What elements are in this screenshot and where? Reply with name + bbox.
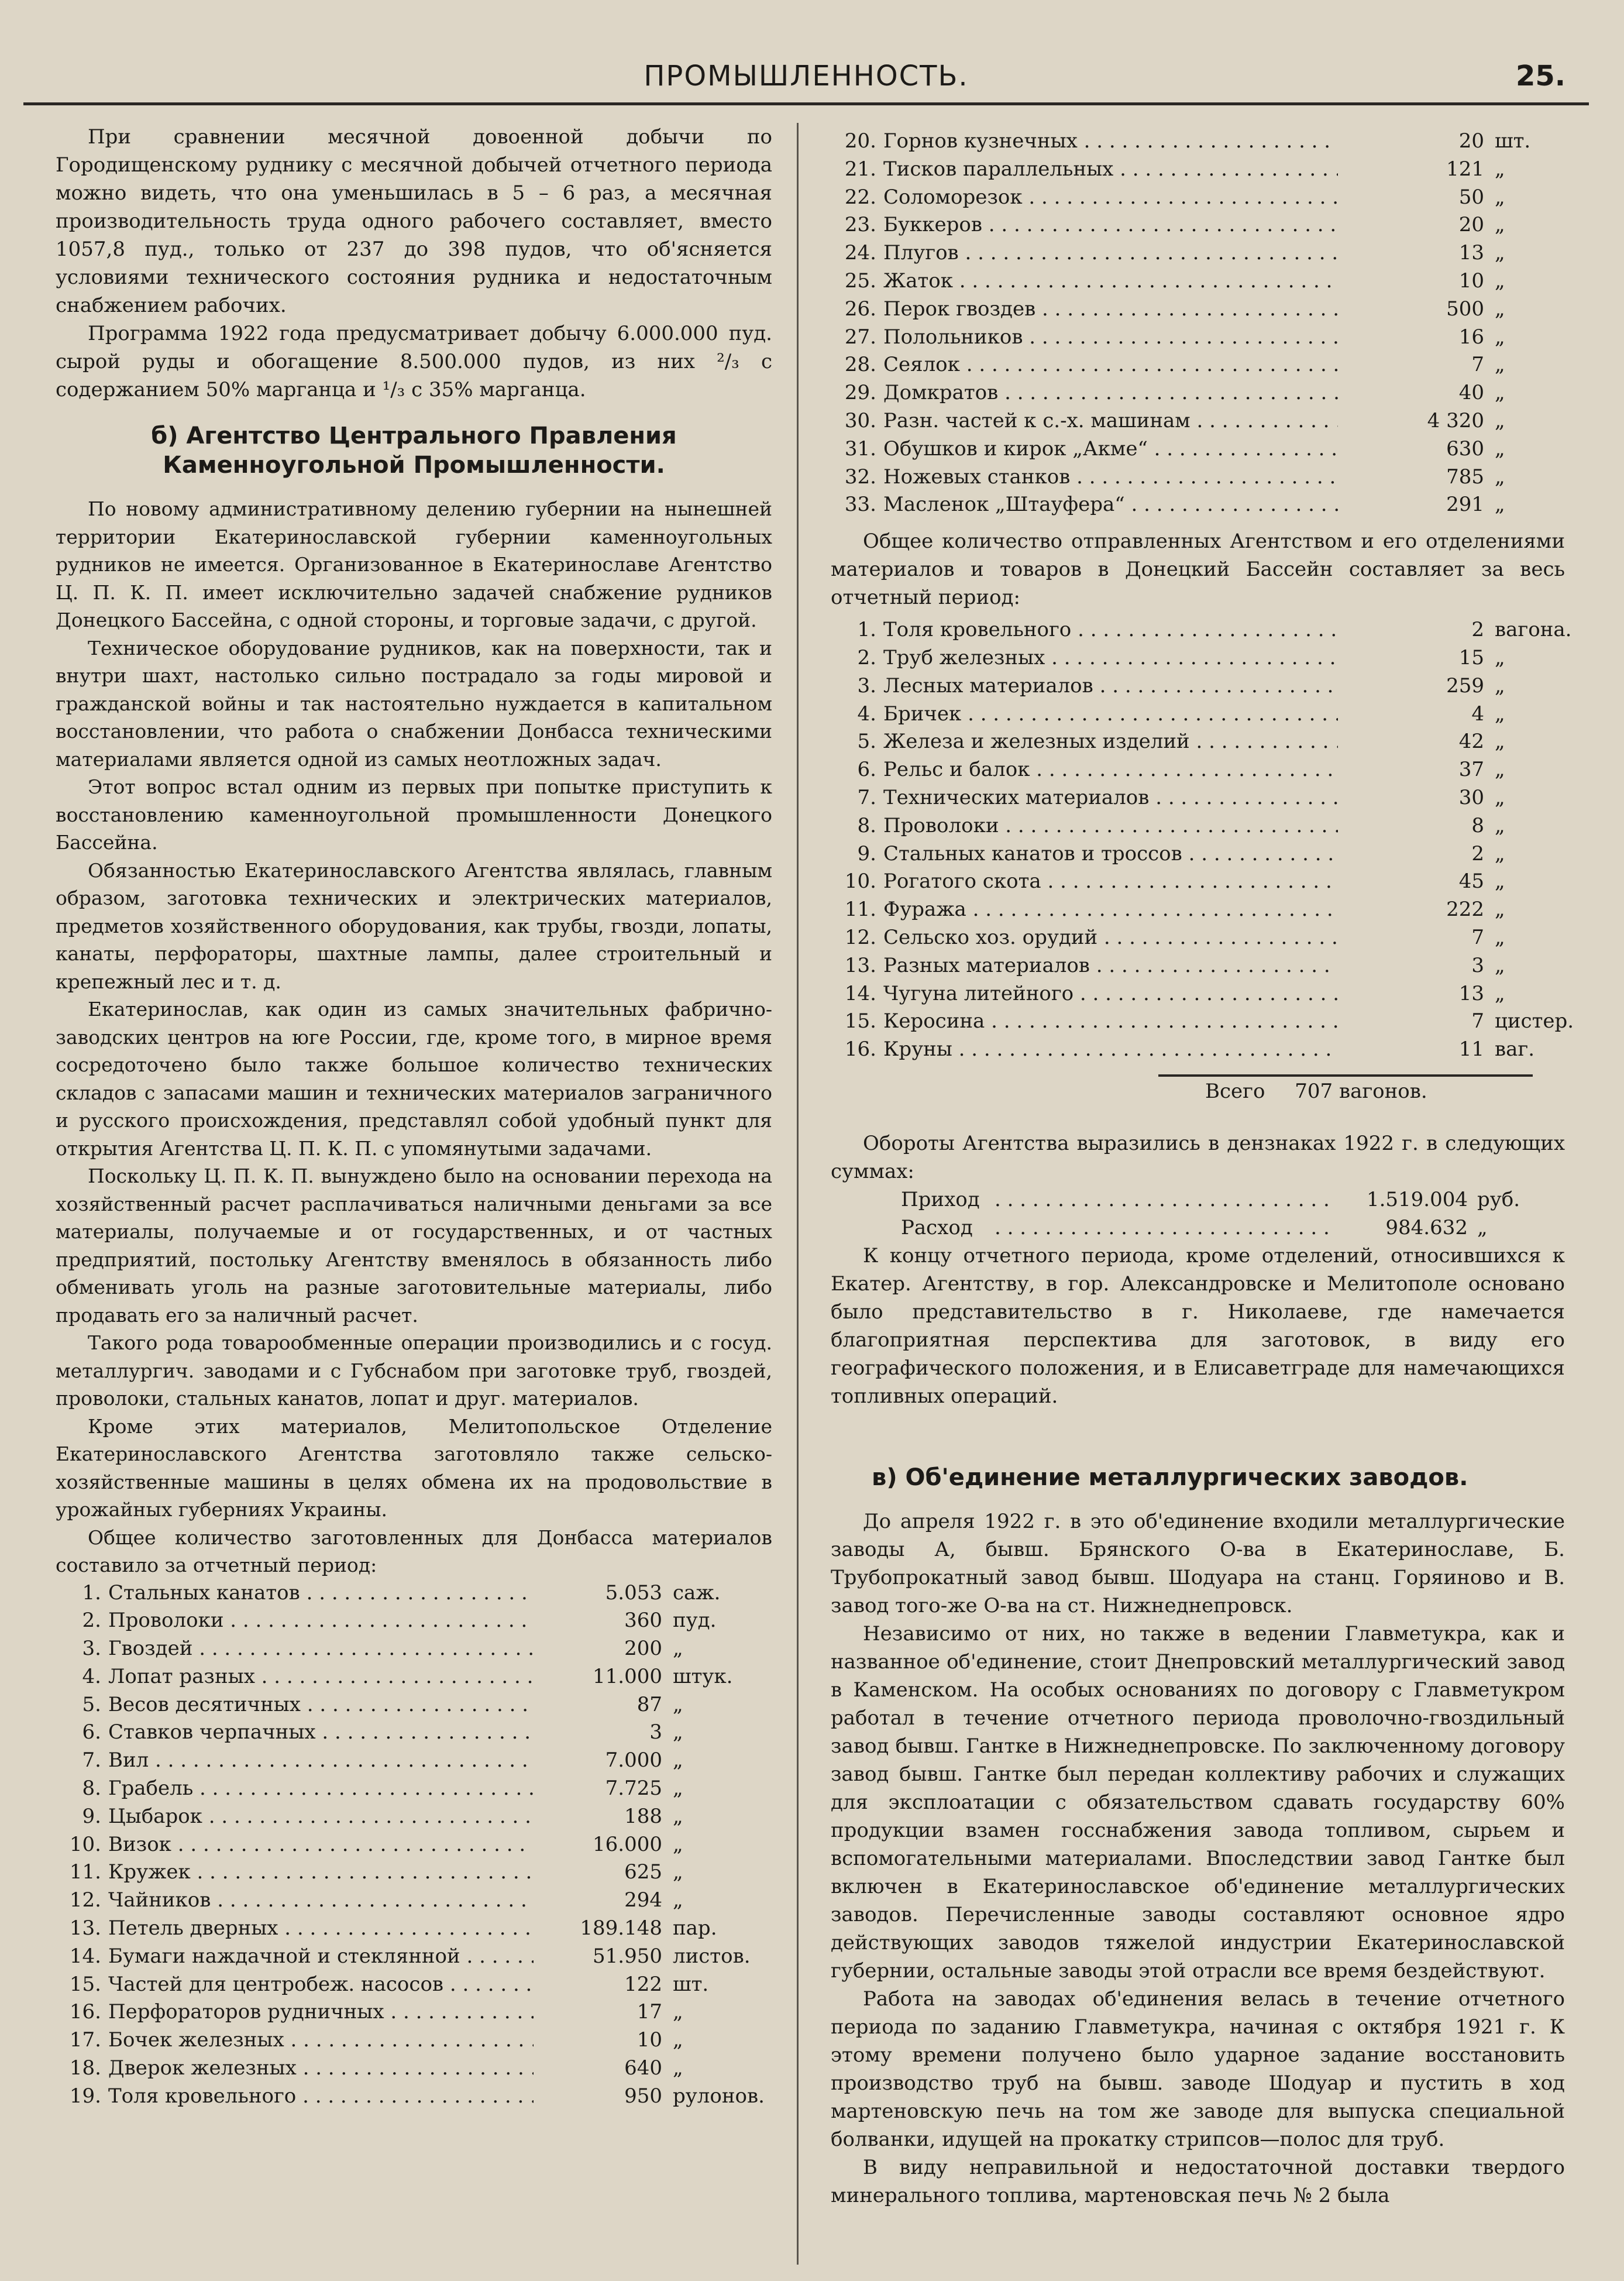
paragraph: Такого рода товарообменные операции производились и с госуд. металлургич. заводами и с Губснабом при заготовке труб, гвоздей, проволоки, стальных канатов, лопат и друг. материалов. bbox=[56, 1331, 772, 1410]
item-quantity: 7 bbox=[1471, 925, 1484, 949]
item-quantity: 20 bbox=[1458, 213, 1484, 237]
item-quantity: 10 bbox=[1458, 269, 1484, 293]
list-item bbox=[56, 2083, 772, 2111]
item-quantity: 16.000 bbox=[593, 1832, 662, 1856]
item-name: Проволоки . . . bbox=[108, 1607, 534, 1635]
item-number: 2. bbox=[82, 1609, 101, 1633]
paragraph: К концу отчетного периода, кроме отделений, относившихся к Екатер. Агентству, в гор. Александровске и Мелитополе основано было представительство в г. Николаеве, где намечается благоприятная перспектива для заготовок, в виду его географического положения, и в Елисаветграде для намечающихся топливных операций. bbox=[831, 1243, 1565, 1408]
list-item bbox=[56, 1915, 772, 1943]
item-number: 29. bbox=[844, 381, 876, 405]
paragraph: Работа на заводах об'единения велась в течение отчетного периода по заданию Главметукра, начиная с октября 1921 г. К этому времени получено было ударное задание восстановить производство труб на бывш. заводе Шодуар и пустить в ход мартеновскую печь на том же заводе для выпуска специальной болванки, идущей на прокатку стрипсов—полос для труб. bbox=[831, 1987, 1565, 2151]
list-item bbox=[56, 1635, 772, 1663]
item-unit: листов. bbox=[673, 1944, 751, 1968]
item-quantity: 121 bbox=[1446, 157, 1484, 181]
item-number: 15. bbox=[69, 1972, 101, 1996]
list-item bbox=[56, 1859, 772, 1887]
item-quantity: 45 bbox=[1458, 870, 1484, 894]
item-quantity: 294 bbox=[624, 1888, 662, 1912]
item-quantity: 122 bbox=[624, 1972, 662, 1996]
paragraph: По новому административному делению губернии на нынешней территории Екатеринославской губернии каменноугольных рудников не имеется. Организованное в Екатеринославе Агентство Ц. П. К. П. имеет исключительно задачей снабжение рудников Донецкого Бассейна, с одной стороны, и торговые задачи, с другой. bbox=[56, 497, 772, 631]
item-unit: „ bbox=[673, 1720, 683, 1744]
item-unit: „ bbox=[1495, 981, 1505, 1005]
item-quantity: 87 bbox=[636, 1692, 662, 1716]
list-item bbox=[831, 952, 1565, 980]
item-quantity: 630 bbox=[1446, 437, 1484, 461]
item-unit: „ bbox=[1495, 953, 1505, 977]
list-item bbox=[831, 868, 1565, 896]
item-unit: рулонов. bbox=[673, 2084, 765, 2108]
item-quantity: 950 bbox=[624, 2084, 662, 2108]
item-unit: „ bbox=[1495, 870, 1505, 894]
item-number: 30. bbox=[844, 408, 876, 432]
paragraph: Екатеринослав, как один из самых значительных фабрично-заводских центров на юге России, где, кроме того, в мирное время сосредоточено было также большое количество технических складов с запасами машин и технических материалов заграничного и русского происхождения, представлял собой удобный пункт для открытия Агентства Ц. П. К. П. с упомянутыми задачами. bbox=[56, 998, 772, 1160]
item-number: 3. bbox=[82, 1637, 101, 1661]
leader-dots bbox=[995, 1186, 1333, 1214]
paragraph: При сравнении месячной довоенной добычи по Городищенскому руднику с месячной добычей отчетного периода можно видеть, что она уменьшилась в 5 – 6 раз, а месячная производительность труда одного рабочего составляет, вместо 1057,8 пуд., только от 237 до 398 пудов, что об'ясняется условиями технического состояния рудника и недостаточным снабжением рабочих. bbox=[56, 125, 772, 317]
item-quantity: 4 320 bbox=[1427, 408, 1484, 432]
item-number: 26. bbox=[844, 297, 876, 321]
item-quantity: 7 bbox=[1471, 353, 1484, 377]
list-item bbox=[831, 239, 1565, 267]
list-item bbox=[831, 156, 1565, 184]
item-unit: „ bbox=[1495, 213, 1505, 237]
item-quantity: 5.053 bbox=[605, 1581, 662, 1605]
list-item bbox=[56, 1607, 772, 1635]
list-item bbox=[56, 1775, 772, 1803]
item-number: 7. bbox=[857, 785, 876, 809]
list-item bbox=[56, 1579, 772, 1607]
list-item bbox=[831, 616, 1572, 644]
list-item bbox=[831, 296, 1565, 324]
item-unit: „ bbox=[1495, 325, 1505, 349]
item-unit: „ bbox=[1495, 297, 1505, 321]
item-name: Соломорезок . . . bbox=[883, 184, 1338, 212]
item-name: Плугов . . . bbox=[883, 239, 1338, 267]
list-item bbox=[56, 1663, 772, 1691]
running-title: ПРОМЫШЛЕННОСТЬ. bbox=[644, 60, 969, 92]
item-quantity: 3 bbox=[1471, 953, 1484, 977]
leader-dots bbox=[995, 1214, 1333, 1242]
item-quantity: 4 bbox=[1471, 702, 1484, 726]
item-name: Лесных материалов . . . bbox=[883, 672, 1338, 700]
item-unit: „ bbox=[673, 2056, 683, 2080]
item-quantity: 50 bbox=[1458, 185, 1484, 209]
item-unit: „ bbox=[1495, 185, 1505, 209]
item-quantity: 188 bbox=[624, 1804, 662, 1828]
item-name: Вил . . . bbox=[108, 1747, 534, 1775]
expense-value: 984.632 bbox=[1385, 1215, 1468, 1239]
item-quantity: 11.000 bbox=[593, 1664, 662, 1688]
item-name: Тисков параллельных . . . bbox=[883, 156, 1338, 184]
item-number: 6. bbox=[82, 1720, 101, 1744]
item-name: Масленок „Штауфера“ . . . bbox=[883, 491, 1338, 519]
item-unit: „ bbox=[673, 1777, 683, 1801]
item-unit: „ bbox=[1495, 408, 1505, 432]
item-unit: „ bbox=[1495, 465, 1505, 489]
item-name: Полольников . . . bbox=[883, 324, 1338, 352]
item-number: 33. bbox=[844, 493, 876, 517]
item-number: 5. bbox=[857, 730, 876, 754]
list-item bbox=[831, 896, 1565, 924]
list-item bbox=[831, 1036, 1565, 1064]
paragraph: Общее количество заготовленных для Донбасса материалов составило за отчетный период: bbox=[56, 1526, 772, 1576]
item-name: Ставков черпачных . . . bbox=[108, 1719, 534, 1747]
item-name: Бричек . . . bbox=[883, 700, 1338, 729]
item-number: 7. bbox=[82, 1748, 101, 1772]
item-unit: „ bbox=[1495, 241, 1505, 265]
item-unit: „ bbox=[1495, 269, 1505, 293]
item-name: Грабель . . . bbox=[108, 1775, 534, 1803]
item-number: 31. bbox=[844, 437, 876, 461]
list-item bbox=[831, 784, 1565, 812]
item-number: 23. bbox=[844, 213, 876, 237]
list-item bbox=[831, 756, 1565, 784]
item-number: 6. bbox=[857, 758, 876, 782]
item-quantity: 15 bbox=[1458, 645, 1484, 669]
item-quantity: 42 bbox=[1458, 730, 1484, 754]
item-quantity: 291 bbox=[1446, 493, 1484, 517]
item-unit: вагона. bbox=[1495, 618, 1572, 642]
item-number: 14. bbox=[844, 981, 876, 1005]
item-unit: „ bbox=[1495, 898, 1505, 922]
paragraph: В виду неправильной и недостаточной доставки твердого минерального топлива, мартеновская печь № 2 была bbox=[831, 2155, 1565, 2207]
item-number: 4. bbox=[857, 702, 876, 726]
paragraph: Обороты Агентства выразились в дензнаках 1922 г. в следующих суммах: bbox=[831, 1131, 1565, 1183]
shipped-list bbox=[831, 616, 1574, 1064]
list-item bbox=[831, 672, 1565, 700]
list-item bbox=[831, 700, 1565, 729]
item-quantity: 189.148 bbox=[580, 1916, 662, 1940]
item-number: 13. bbox=[844, 953, 876, 977]
item-name: Технических материалов . . . bbox=[883, 784, 1338, 812]
item-number: 10. bbox=[69, 1832, 101, 1856]
list-item bbox=[831, 128, 1565, 156]
item-name: Буккеров . . . bbox=[883, 211, 1338, 239]
item-unit: шт. bbox=[673, 1972, 709, 1996]
item-quantity: 3 bbox=[649, 1720, 662, 1744]
item-unit: „ bbox=[1495, 925, 1505, 949]
item-name: Частей для центробеж. насосов . . . bbox=[108, 1971, 534, 1999]
item-number: 25. bbox=[844, 269, 876, 293]
item-quantity: 10 bbox=[636, 2028, 662, 2052]
item-quantity: 500 bbox=[1446, 297, 1484, 321]
item-quantity: 2 bbox=[1471, 841, 1484, 865]
list-item bbox=[831, 184, 1565, 212]
materials-list-continued bbox=[831, 128, 1565, 519]
item-name: Горнов кузнечных . . . bbox=[883, 128, 1338, 156]
item-number: 14. bbox=[69, 1944, 101, 1968]
list-item bbox=[56, 1831, 772, 1859]
item-name: Круны . . . bbox=[883, 1036, 1338, 1064]
item-name: Гвоздей . . . bbox=[108, 1635, 534, 1663]
item-name: Керосина . . . bbox=[883, 1008, 1338, 1036]
page-number: 25. bbox=[1515, 60, 1565, 92]
item-name: Весов десятичных . . . bbox=[108, 1691, 534, 1719]
list-item bbox=[56, 1747, 772, 1775]
income-row bbox=[831, 1186, 1565, 1214]
list-item bbox=[56, 1971, 772, 1999]
item-number: 22. bbox=[844, 185, 876, 209]
item-unit: „ bbox=[1495, 674, 1505, 698]
item-quantity: 259 bbox=[1446, 674, 1484, 698]
item-quantity: 37 bbox=[1458, 758, 1484, 782]
item-name: Сельско хоз. орудий . . . bbox=[883, 924, 1338, 952]
item-name: Толя кровельного . . . bbox=[883, 616, 1338, 644]
item-name: Разн. частей к с.-х. машинам . . . bbox=[883, 407, 1338, 435]
list-item bbox=[56, 1803, 772, 1831]
item-unit: саж. bbox=[673, 1581, 721, 1605]
item-name: Чугуна литейного . . . bbox=[883, 980, 1338, 1008]
materials-list bbox=[56, 1579, 772, 2111]
list-item bbox=[831, 463, 1565, 492]
item-quantity: 8 bbox=[1471, 813, 1484, 837]
list-item bbox=[831, 324, 1565, 352]
paragraph: Этот вопрос встал одним из первых при попытке приступить к восстановлению каменноугольной промышленности Донецкого Бассейна. bbox=[56, 775, 772, 854]
item-name: Визок . . . bbox=[108, 1831, 534, 1859]
item-unit: „ bbox=[1495, 730, 1505, 754]
item-quantity: 40 bbox=[1458, 381, 1484, 405]
item-number: 27. bbox=[844, 325, 876, 349]
item-unit: „ bbox=[1495, 645, 1505, 669]
item-number: 1. bbox=[82, 1581, 101, 1605]
list-item bbox=[831, 1008, 1574, 1036]
item-unit: пуд. bbox=[673, 1609, 717, 1633]
list-item bbox=[831, 491, 1565, 519]
item-unit: ваг. bbox=[1495, 1038, 1535, 1062]
item-name: Перфораторов рудничных . . . bbox=[108, 1998, 534, 2026]
item-quantity: 360 bbox=[624, 1609, 662, 1633]
item-number: 18. bbox=[69, 2056, 101, 2080]
item-name: Рогатого скота . . . bbox=[883, 868, 1338, 896]
list-item bbox=[831, 379, 1565, 407]
item-name: Стальных канатов . . . bbox=[108, 1579, 534, 1607]
item-unit: „ bbox=[673, 1637, 683, 1661]
item-quantity: 625 bbox=[624, 1860, 662, 1884]
item-name: Ножевых станков . . . bbox=[883, 463, 1338, 492]
item-name: Лопат разных . . . bbox=[108, 1663, 534, 1691]
item-name: Труб железных . . . bbox=[883, 644, 1338, 672]
item-name: Перок гвоздев . . . bbox=[883, 296, 1338, 324]
item-quantity: 7.725 bbox=[605, 1777, 662, 1801]
item-unit: пар. bbox=[673, 1916, 717, 1940]
item-number: 10. bbox=[844, 870, 876, 894]
item-unit: „ bbox=[1495, 785, 1505, 809]
item-number: 11. bbox=[844, 898, 876, 922]
item-unit: „ bbox=[1495, 381, 1505, 405]
item-unit: цистер. bbox=[1495, 1009, 1574, 1033]
item-unit: „ bbox=[673, 1804, 683, 1828]
item-name: Домкратов . . . bbox=[883, 379, 1338, 407]
item-number: 17. bbox=[69, 2028, 101, 2052]
item-unit: „ bbox=[1495, 702, 1505, 726]
item-unit: „ bbox=[673, 1748, 683, 1772]
item-name: Кружек . . . bbox=[108, 1859, 534, 1887]
item-quantity: 200 bbox=[624, 1637, 662, 1661]
income-unit: руб. bbox=[1477, 1187, 1520, 1211]
list-item bbox=[831, 211, 1565, 239]
paragraph: Техническое оборудование рудников, как на поверхности, так и внутри шахт, настолько сильно пострадало за годы мировой и гражданской войны и так настоятельно нуждается в капитальном восстановлении, что работа о снабжении Донбасса техническими материалами является одной из самых неотложных задач. bbox=[56, 636, 772, 771]
list-item bbox=[831, 924, 1565, 952]
list-item bbox=[831, 644, 1565, 672]
item-number: 5. bbox=[82, 1692, 101, 1716]
item-quantity: 11 bbox=[1458, 1038, 1484, 1062]
item-number: 11. bbox=[69, 1860, 101, 1884]
paragraph: Кроме этих материалов, Мелитопольское Отделение Екатеринославского Агентства заготовляло также сельско-хозяйственные машины в целях обмена их на продовольствие в урожайных губерниях Украины. bbox=[56, 1414, 772, 1521]
item-unit: „ bbox=[673, 1888, 683, 1912]
paragraph: Программа 1922 года предусматривает добычу 6.000.000 пуд. сырой руды и обогащение 8.500.000 пудов, из них ²/₃ с содержанием 50% марганца и ¹/₃ с 35% марганца. bbox=[56, 322, 772, 401]
list-item bbox=[56, 1719, 772, 1747]
list-item bbox=[56, 2055, 772, 2083]
item-number: 12. bbox=[844, 925, 876, 949]
expense-unit: „ bbox=[1477, 1215, 1488, 1239]
item-name: Бумаги наждачной и стеклянной . . . bbox=[108, 1943, 534, 1971]
item-quantity: 7 bbox=[1471, 1009, 1484, 1033]
section-heading: в) Об'единение металлургических заводов. bbox=[872, 1464, 1468, 1491]
item-quantity: 20 bbox=[1458, 129, 1484, 153]
item-quantity: 785 bbox=[1446, 465, 1484, 489]
paragraph: Поскольку Ц. П. К. П. вынуждено было на основании перехода на хозяйственный расчет расплачиваться наличными деньгами за все материалы, получаемые и от государственных, и от частных предприятий, постольку Агентству вменялось в обязанность либо обменивать уголь на разные заготовительные материалы, либо продавать его за наличный расчет. bbox=[56, 1164, 772, 1327]
item-unit: „ bbox=[1495, 353, 1505, 377]
item-name: Фуража . . . bbox=[883, 896, 1338, 924]
item-unit: „ bbox=[1495, 493, 1505, 517]
item-number: 2. bbox=[857, 645, 876, 669]
list-item bbox=[56, 2026, 772, 2055]
item-unit: „ bbox=[673, 2028, 683, 2052]
item-quantity: 222 bbox=[1446, 898, 1484, 922]
item-name: Стальных канатов и троссов . . . bbox=[883, 840, 1338, 868]
item-number: 3. bbox=[857, 674, 876, 698]
item-unit: „ bbox=[1495, 437, 1505, 461]
item-unit: „ bbox=[1495, 813, 1505, 837]
paragraph: Обязанностью Екатеринославского Агентства являлась, главным образом, заготовка технических и электрических материалов, предметов хозяйственного оборудования, как трубы, гвозди, лопаты, канаты, перфораторы, шахтные лампы, далее строительный и крепежный лес и т. д. bbox=[56, 858, 772, 993]
item-quantity: 30 bbox=[1458, 785, 1484, 809]
item-number: 8. bbox=[857, 813, 876, 837]
item-quantity: 2 bbox=[1471, 618, 1484, 642]
item-quantity: 13 bbox=[1458, 241, 1484, 265]
item-quantity: 7.000 bbox=[605, 1748, 662, 1772]
expense-label: Расход bbox=[901, 1215, 973, 1239]
item-name: Дверок железных . . . bbox=[108, 2055, 534, 2083]
item-unit: „ bbox=[673, 1692, 683, 1716]
list-item bbox=[831, 812, 1565, 840]
list-item bbox=[56, 1998, 772, 2026]
item-unit: „ bbox=[1495, 758, 1505, 782]
item-number: 12. bbox=[69, 1888, 101, 1912]
item-name: Жаток . . . bbox=[883, 267, 1338, 296]
expense-row bbox=[831, 1214, 1565, 1242]
item-name: Рельс и балок . . . bbox=[883, 756, 1338, 784]
item-name: Бочек железных . . . bbox=[108, 2026, 534, 2055]
paragraph: Общее количество отправленных Агентством и его отделениями материалов и товаров в Донецкий Бассейн составляет за весь отчетный период: bbox=[831, 530, 1565, 610]
item-number: 9. bbox=[82, 1804, 101, 1828]
item-unit: „ bbox=[1495, 841, 1505, 865]
item-name: Чайников . . . bbox=[108, 1887, 534, 1915]
item-number: 9. bbox=[857, 841, 876, 865]
item-number: 16. bbox=[69, 2000, 101, 2024]
item-unit: „ bbox=[673, 2000, 683, 2024]
paragraph: До апреля 1922 г. в это об'единение входили металлургические заводы А, бывш. Брянского О-ва в Екатеринославе, Б. Трубопрокатный завод бывш. Шодуара на станц. Горяиново и В. завод того-же О-ва на ст. Нижнеднепровск. bbox=[831, 1509, 1565, 1617]
item-name: Толя кровельного . . . bbox=[108, 2083, 534, 2111]
income-label: Приход bbox=[901, 1187, 980, 1211]
total-row bbox=[831, 1077, 1565, 1106]
item-number: 8. bbox=[82, 1777, 101, 1801]
list-item bbox=[831, 351, 1565, 379]
item-number: 1. bbox=[857, 618, 876, 642]
item-unit: „ bbox=[1495, 157, 1505, 181]
total-label: Всего bbox=[1205, 1079, 1265, 1103]
item-name: Цыбарок . . . bbox=[108, 1803, 534, 1831]
item-number: 15. bbox=[844, 1009, 876, 1033]
list-item bbox=[831, 980, 1565, 1008]
item-quantity: 17 bbox=[636, 2000, 662, 2024]
item-unit: „ bbox=[673, 1860, 683, 1884]
item-number: 24. bbox=[844, 241, 876, 265]
item-name: Сеялок . . . bbox=[883, 351, 1338, 379]
left-column bbox=[56, 123, 772, 2111]
item-name: Железа и железных изделий . . . bbox=[883, 728, 1338, 756]
item-quantity: 13 bbox=[1458, 981, 1484, 1005]
item-number: 28. bbox=[844, 353, 876, 377]
item-name: Петель дверных . . . bbox=[108, 1915, 534, 1943]
list-item bbox=[56, 1691, 772, 1719]
list-item bbox=[831, 728, 1565, 756]
item-name: Проволоки . . . bbox=[883, 812, 1338, 840]
list-item bbox=[56, 1943, 772, 1971]
list-item bbox=[831, 435, 1565, 463]
item-number: 20. bbox=[844, 129, 876, 153]
right-column bbox=[831, 128, 1574, 2210]
item-name: Разных материалов . . . bbox=[883, 952, 1338, 980]
paragraph: Независимо от них, но также в ведении Главметукра, как и названное об'единение, стоит Днепровский металлургический завод в Каменском. На особых основаниях по договору с Главметукром работал в течение отчетного периода проволочно-гвоздильный завод бывш. Гантке в Нижнеднепровске. По заключенному договору завод бывш. Гантке был передан коллективу рабочих и служащих для эксплоатации с обязательством сдавать государству 60% продукции взамен госснабжения завода топливом, сырьем и вспомогательными материалами. Впоследствии завод Гантке был включен в Екатеринославское об'единение металлургических заводов. Перечисленные заводы составляют основное ядро действующих заводов тяжелой индустрии Екатеринославской губернии, остальные заводы этой отрасли все время бездействуют. bbox=[831, 1622, 1565, 1983]
item-quantity: 640 bbox=[624, 2056, 662, 2080]
item-name: Обушков и кирок „Акме“ . . . bbox=[883, 435, 1338, 463]
income-value: 1.519.004 bbox=[1366, 1187, 1468, 1211]
item-unit: „ bbox=[673, 1832, 683, 1856]
section-heading: б) Агентство Центрального Правления Каменноугольной Промышленности. bbox=[151, 422, 677, 479]
list-item bbox=[831, 267, 1565, 296]
item-number: 4. bbox=[82, 1664, 101, 1688]
column-divider bbox=[797, 123, 799, 2265]
item-number: 19. bbox=[69, 2084, 101, 2108]
total-value: 707 вагонов. bbox=[1295, 1079, 1427, 1103]
item-number: 16. bbox=[844, 1038, 876, 1062]
list-item bbox=[831, 407, 1565, 435]
item-quantity: 16 bbox=[1458, 325, 1484, 349]
list-item bbox=[56, 1887, 772, 1915]
item-number: 32. bbox=[844, 465, 876, 489]
item-unit: шт. bbox=[1495, 129, 1531, 153]
page-header bbox=[23, 56, 1589, 105]
list-item bbox=[831, 840, 1565, 868]
item-number: 13. bbox=[69, 1916, 101, 1940]
item-quantity: 51.950 bbox=[593, 1944, 662, 1968]
item-unit: штук. bbox=[673, 1664, 733, 1688]
item-number: 21. bbox=[844, 157, 876, 181]
